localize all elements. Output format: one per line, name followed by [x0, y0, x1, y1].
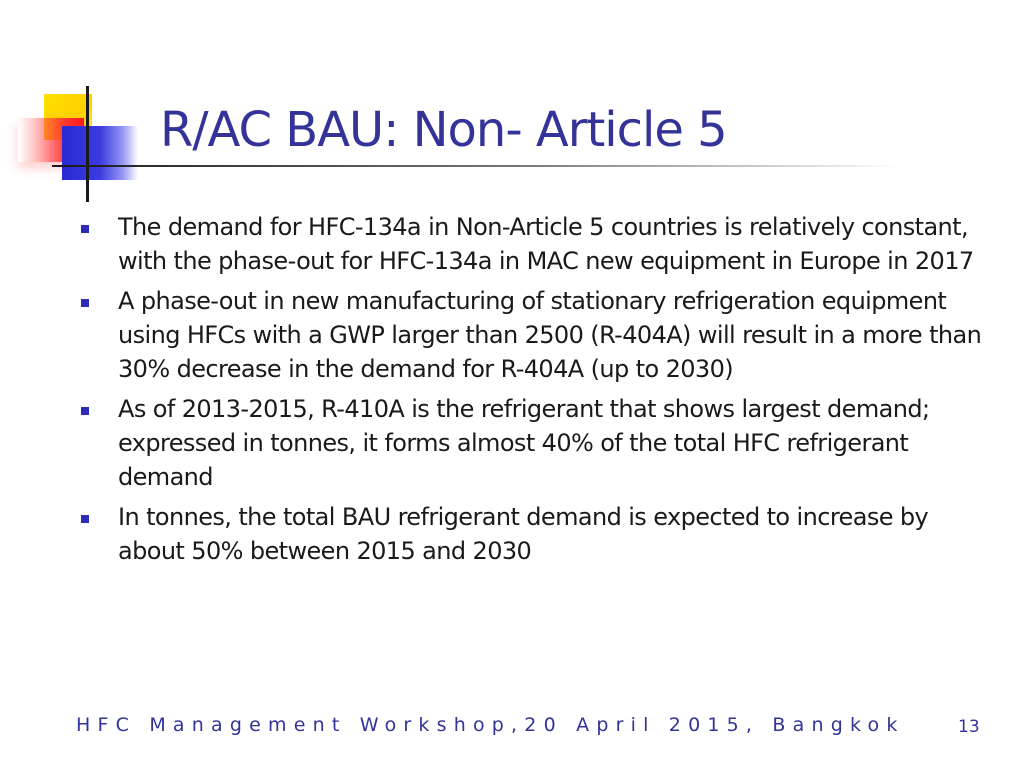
page-number: 13	[958, 717, 980, 737]
logo-blue-square	[62, 126, 138, 180]
slide-footer: HFC Management Workshop,20 April 2015, Bangkok	[76, 714, 905, 736]
slide-title: R/AC BAU: Non- Article 5	[160, 102, 727, 158]
square-bullet-icon	[81, 225, 89, 233]
square-bullet-icon	[81, 407, 89, 415]
bullet-text: The demand for HFC-134a in Non-Article 5 countries is relatively constant, with the phase-out for HFC-134a in MAC new equipment in Europe in 2017	[118, 213, 974, 275]
square-bullet-icon	[81, 515, 89, 523]
bullet-item	[76, 284, 996, 386]
logo-vertical-line	[86, 86, 89, 202]
bullet-text: As of 2013-2015, R-410A is the refrigerant that shows largest demand; expressed in tonnes, it forms almost 40% of the total HFC refrigerant demand	[118, 395, 930, 491]
square-bullet-icon	[81, 299, 89, 307]
bullet-list	[76, 210, 996, 574]
bullet-item	[76, 500, 996, 568]
bullet-item	[76, 210, 996, 278]
bullet-text: A phase-out in new manufacturing of stationary refrigeration equipment using HFCs with a GWP larger than 2500 (R-404A) will result in a more than 30% decrease in the demand for R-404A (up to 2030)	[118, 287, 982, 383]
bullet-item	[76, 392, 996, 494]
title-underline-divider	[52, 165, 900, 167]
bullet-text: In tonnes, the total BAU refrigerant demand is expected to increase by about 50% between 2015 and 2030	[118, 503, 929, 565]
